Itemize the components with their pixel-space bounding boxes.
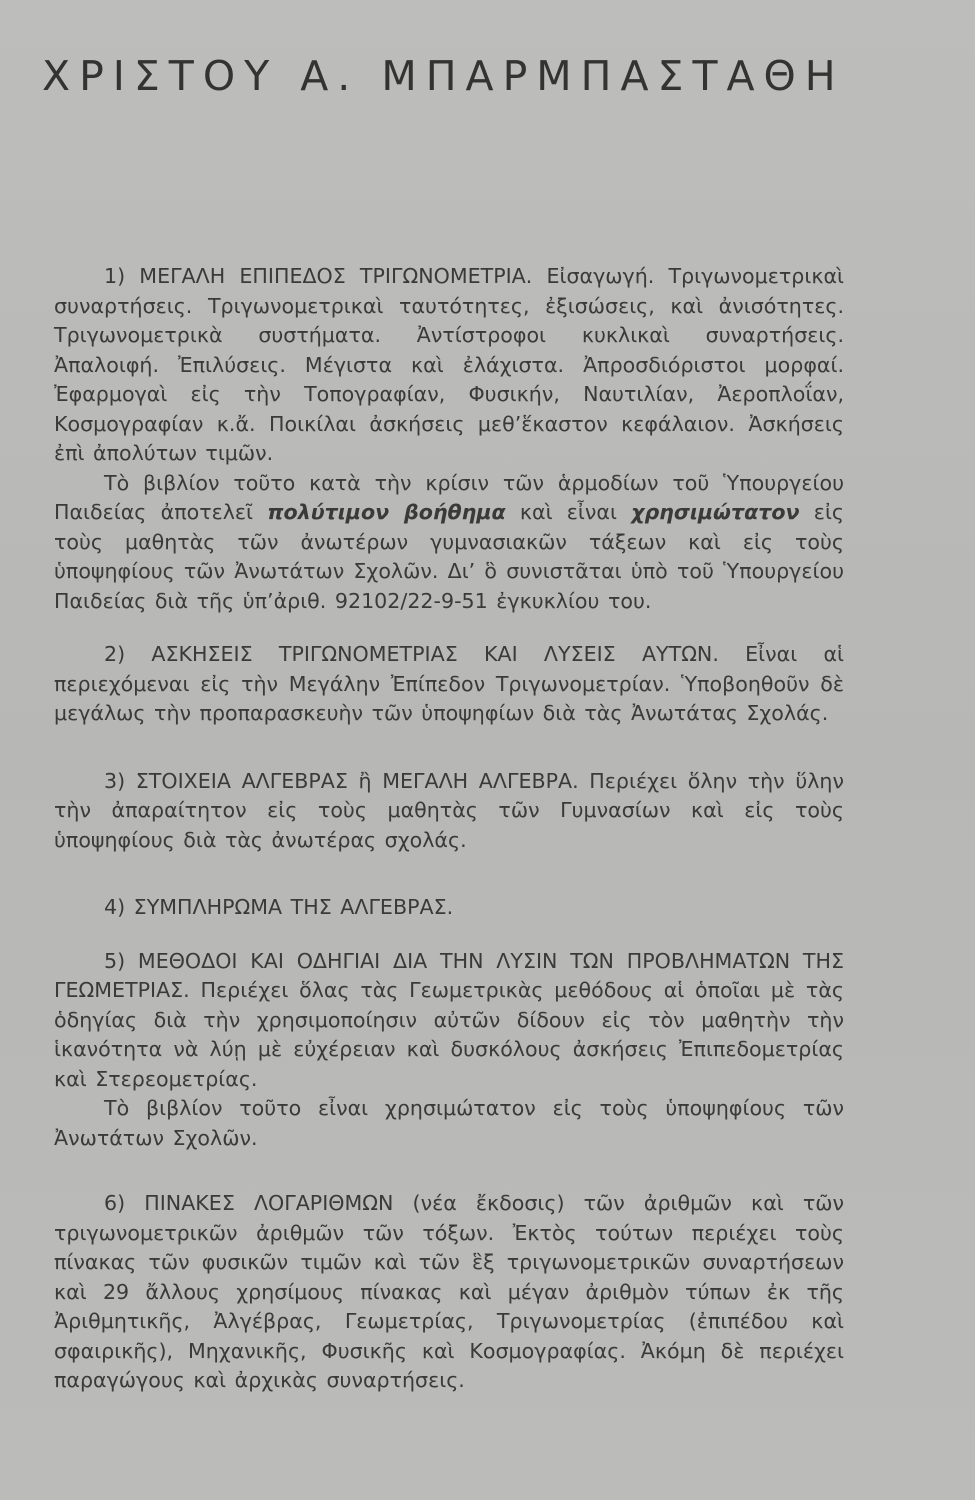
book-entry-1: [54, 262, 844, 469]
book-title-6: 6) ΠΙΝΑΚΕΣ ΛΟΓΑΡΙΘΜΩΝ: [104, 1191, 394, 1215]
book-entry-3: [54, 767, 844, 856]
book-entry-4: [54, 893, 844, 923]
book-note-5: Τὸ βιβλίον τοῦτο εἶναι χρησιμώτατον εἰς τοὺς ὑποψηφίους τῶν Ἀνωτάτων Σχολῶν.: [54, 1096, 844, 1150]
book-title-4: 4) ΣΥΜΠΛΗΡΩΜΑ ΤΗΣ ΑΛΓΕΒΡΑΣ.: [104, 895, 454, 919]
emphasis-most-useful: χρησιμώτατον: [631, 500, 800, 524]
emphasis-valuable-aid: πολύτιμον βοήθημα: [267, 500, 506, 524]
book-description-1: Εἰσαγωγή. Τριγωνομετρικαὶ συναρτήσεις. Τριγωνομετρικαὶ ταυτότητες, ἐξισώσεις, καὶ ἀνισότητες. Τριγωνομετρικὰ συστήματα. Ἀντίστροφοι κυκλικαὶ συναρτήσεις. Ἀπαλοιφή. Ἐπιλύσεις. Μέγιστα καὶ ἐλάχιστα. Ἀπροσδιόριστοι μορφαί. Ἐφαρμογαὶ εἰς τὴν Τοπογραφίαν, Φυσικήν, Ναυτιλίαν, Ἀεροπλοΐαν, Κοσμογραφίαν κ.ἄ. Ποικίλαι ἀσκήσεις μεθ’ἕκαστον κεφάλαιον. Ἀσκήσεις ἐπὶ ἀπολύτων τιμῶν.: [54, 264, 844, 465]
book-list: [54, 262, 844, 1396]
book-description-6: (νέα ἔκδοσις) τῶν ἀριθμῶν καὶ τῶν τριγωνομετρικῶν ἀριθμῶν τῶν τόξων. Ἐκτὸς τούτων περιέχει τοὺς πίνακας τῶν φυσικῶν τιμῶν καὶ τῶν ἓξ τριγωνομετρικῶν συναρτήσεων καὶ 29 ἄλλους χρησίμους πίνακας καὶ μέγαν ἀριθμὸν τύπων ἐκ τῆς Ἀριθμητικῆς, Ἀλγέβρας, Γεωμετρίας, Τριγωνομετρίας (ἐπιπέδου καὶ σφαιρικῆς), Μηχανικῆς, Φυσικῆς καὶ Κοσμογραφίας. Ἀκόμη δὲ περιέχει παραγώγους καὶ ἀρχικὰς συναρτήσεις.: [54, 1191, 844, 1392]
book-description-5: Περιέχει ὅλας τὰς Γεωμετρικὰς μεθόδους αἱ ὁποῖαι μὲ τὰς ὁδηγίας διὰ τὴν χρησιμοποίησιν αὐτῶν δίδουν εἰς τὸν μαθητὴν τὴν ἱκανότητα νὰ λύῃ μὲ εὐχέρειαν καὶ δυσκόλους ἀσκήσεις Ἐπιπεδομετρίας καὶ Στερεομετρίας.: [54, 978, 844, 1091]
note-text-c: εἰς τοὺς μαθητὰς τῶν ἀνωτέρων γυμνασιακῶν τάξεων καὶ εἰς τοὺς ὑποψηφίους τῶν Ἀνωτάτων Σχολῶν. Δι’ ὃ συνιστᾶται ὑπὸ τοῦ Ὑπουργείου Παιδείας διὰ τῆς ὑπ’ἀριθ. 92102/22-9-51 ἐγκυκλίου του.: [54, 500, 844, 613]
book-title-2: 2) ΑΣΚΗΣΕΙΣ ΤΡΙΓΩΝΟΜΕΤΡΙΑΣ ΚΑΙ ΛΥΣΕΙΣ ΑΥΤΩΝ.: [104, 642, 719, 666]
book-title-3: 3) ΣΤΟΙΧΕΙΑ ΑΛΓΕΒΡΑΣ ἢ ΜΕΓΑΛΗ ΑΛΓΕΒΡΑ.: [104, 768, 579, 793]
book-note-1: [54, 469, 844, 617]
book-title-1: 1) ΜΕΓΑΛΗ ΕΠΙΠΕΔΟΣ ΤΡΙΓΩΝΟΜΕΤΡΙΑ.: [104, 264, 533, 288]
author-heading: ΧΡΙΣΤΟΥ Α. ΜΠΑΡΜΠΑΣΤΑΘΗ: [42, 52, 845, 100]
book-entry-5: [54, 947, 844, 1095]
book-description-3: Περιέχει ὅλην τὴν ὕλην τὴν ἀπαραίτητον εἰς τοὺς μαθητὰς τῶν Γυμνασίων καὶ εἰς τοὺς ὑποψηφίους διὰ τὰς ἀνωτέρας σχολάς.: [54, 768, 844, 852]
book-title-5: 5) ΜΕΘΟΔΟΙ ΚΑΙ ΟΔΗΓΙΑΙ ΔΙΑ ΤΗΝ ΛΥΣΙΝ ΤΩΝ ΠΡΟΒΛΗΜΑΤΩΝ ΤΗΣ ΓΕΩΜΕΤΡΙΑΣ.: [54, 948, 844, 1002]
note-text-b: καὶ εἶναι: [505, 500, 632, 524]
book-entry-6: [54, 1189, 844, 1396]
book-entry-2: [54, 640, 844, 729]
book-description-2: Εἶναι αἱ περιεχόμεναι εἰς τὴν Μεγάλην Ἐπίπεδον Τριγωνομετρίαν. Ὑποβοηθοῦν δὲ μεγάλως τὴν προπαρασκευὴν τῶν ὑποψηφίων διὰ τὰς Ἀνωτάτας Σχολάς.: [54, 642, 844, 725]
note-text-a: Τὸ βιβλίον τοῦτο κατὰ τὴν κρίσιν τῶν ἁρμοδίων τοῦ Ὑπουργείου Παιδείας ἀποτελεῖ: [54, 470, 844, 524]
